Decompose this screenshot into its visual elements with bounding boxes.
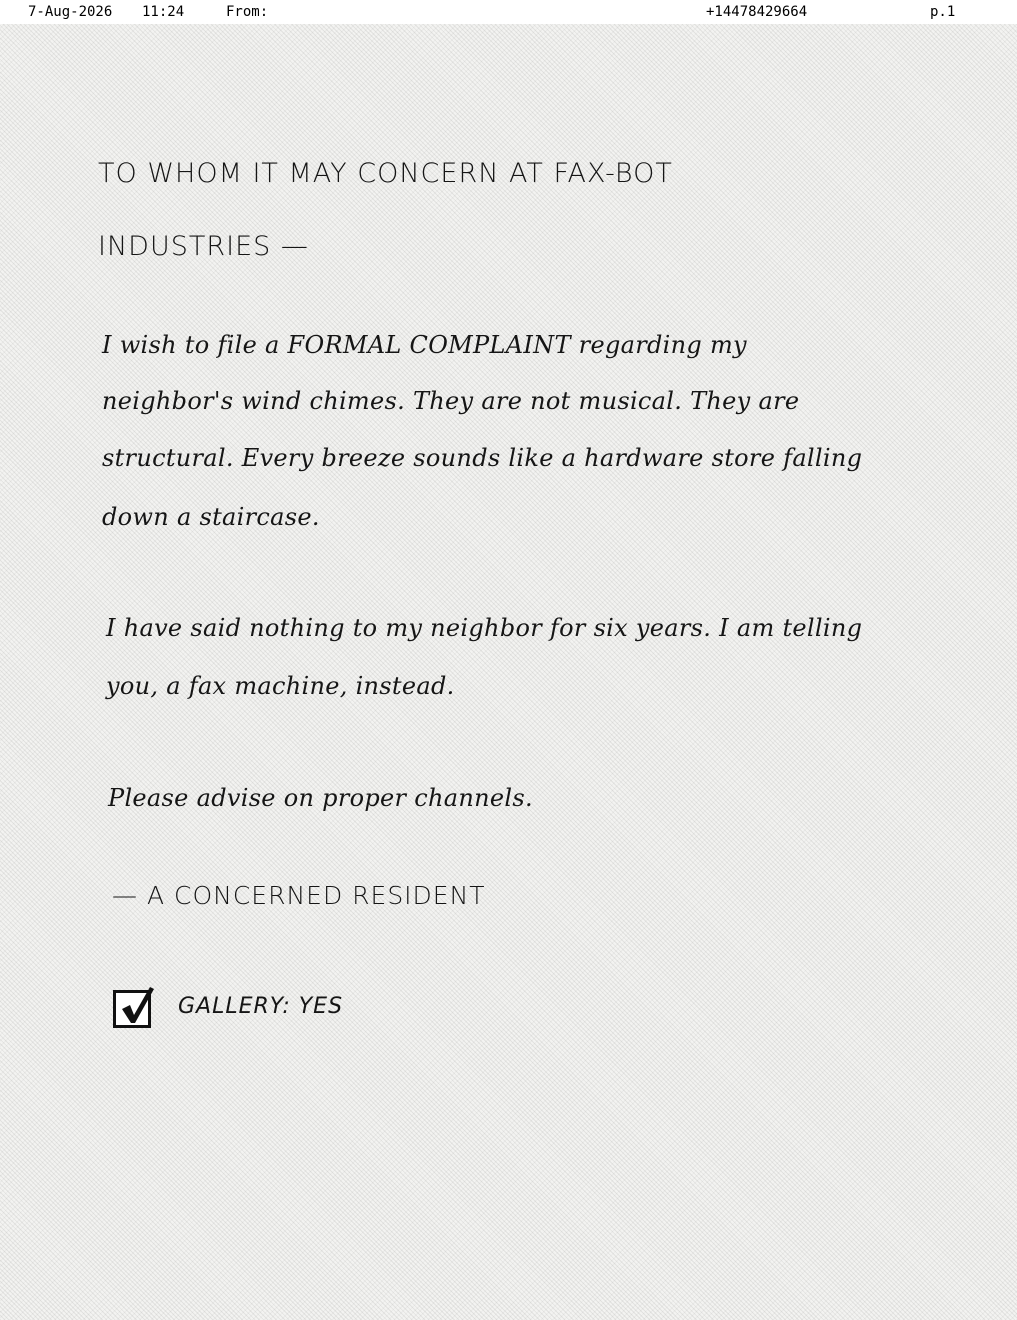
fax-date: 7-Aug-2026 — [28, 4, 113, 20]
paragraph-3: Please advise on proper channels. — [108, 784, 533, 812]
paragraph-1-line-4: down a staircase. — [102, 503, 320, 531]
fax-sender-number: +14478429664 — [706, 4, 808, 20]
checkmark-icon — [118, 983, 158, 1029]
paragraph-1-line-1: I wish to file a FORMAL COMPLAINT regarding my — [102, 331, 747, 359]
salutation-line-2: INDUSTRIES — — [98, 231, 309, 262]
paragraph-2-line-2: you, a fax machine, instead. — [106, 672, 455, 700]
fax-from-label: From: — [226, 4, 269, 20]
paragraph-1-line-2: neighbor's wind chimes. They are not musical. They are — [102, 387, 800, 415]
paragraph-2-line-1: I have said nothing to my neighbor for six years. I am telling — [106, 614, 863, 642]
salutation-line-1: TO WHOM IT MAY CONCERN AT FAX-BOT — [98, 158, 673, 189]
gallery-checkbox[interactable] — [113, 990, 151, 1028]
signature: — A CONCERNED RESIDENT — [112, 881, 486, 910]
gallery-label: GALLERY: YES — [178, 994, 344, 1019]
paragraph-1-line-3: structural. Every breeze sounds like a hardware store falling — [102, 444, 863, 472]
fax-time: 11:24 — [142, 4, 185, 20]
fax-page-number: p.1 — [930, 4, 956, 20]
